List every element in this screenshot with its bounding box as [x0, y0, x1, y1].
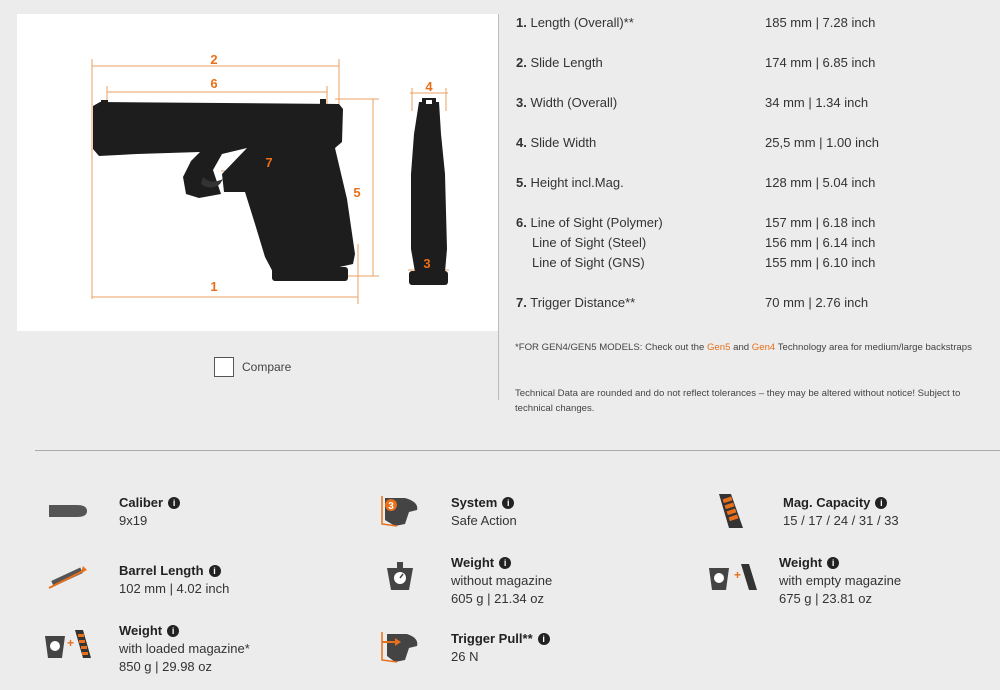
feature-value: Safe Action [451, 513, 517, 528]
trigger-pull-icon [379, 630, 451, 674]
feature-system [379, 494, 517, 538]
spec-sublabel-gns: Line of Sight (GNS) [532, 255, 645, 270]
note-text: Technology area for medium/large backstraps [775, 342, 972, 353]
feature-value: 102 mm | 4.02 inch [119, 581, 230, 596]
svg-text:+: + [734, 568, 742, 582]
spec-number: 1. [516, 15, 527, 30]
info-icon[interactable]: i [827, 557, 839, 569]
bullet-icon [47, 494, 119, 538]
spec-value-steel: 156 mm | 6.14 inch [765, 235, 876, 250]
compare-checkbox-box[interactable] [214, 357, 234, 377]
feature-title: Mag. Capacity [783, 495, 871, 510]
feature-title: Caliber [119, 495, 164, 510]
feature-caliber [47, 494, 180, 538]
spec-number: 6. [516, 215, 527, 230]
spec-sublabel-steel: Line of Sight (Steel) [532, 235, 647, 250]
spec-row-slide-length [516, 53, 996, 93]
dimension-label-2: 2 [210, 52, 218, 67]
disclaimer-note: Technical Data are rounded and do not reflect tolerances – they may be altered without notice! Subject to technical changes. [515, 388, 961, 414]
scale-icon [379, 554, 451, 598]
info-icon[interactable]: i [168, 497, 180, 509]
compare-label: Compare [242, 360, 292, 374]
feature-title: Barrel Length [119, 563, 204, 578]
spec-row-height [516, 173, 996, 213]
technical-specs-list [516, 13, 996, 333]
feature-detail: with empty magazine [779, 573, 902, 588]
feature-title: Trigger Pull** [451, 631, 533, 646]
feature-detail: without magazine [451, 573, 553, 588]
info-icon[interactable]: i [502, 497, 514, 509]
note-text: *FOR GEN4/GEN5 MODELS: Check out the [515, 342, 707, 353]
feature-weight-loaded-mag [43, 622, 250, 676]
spec-number: 7. [516, 295, 527, 310]
feature-weight-no-mag [379, 554, 552, 608]
feature-barrel-length [47, 562, 229, 606]
feature-value: 9x19 [119, 513, 148, 528]
horizontal-divider [35, 450, 1000, 451]
dimension-label-3: 3 [423, 256, 431, 271]
feature-detail: with loaded magazine* [119, 641, 250, 656]
spec-row-trigger-distance [516, 293, 996, 333]
feature-value: 850 g | 29.98 oz [119, 659, 213, 674]
feature-value: 675 g | 23.81 oz [779, 591, 873, 606]
spec-row-width [516, 93, 996, 133]
vertical-divider [498, 14, 499, 400]
barrel-icon [47, 562, 119, 606]
safe-action-icon [379, 494, 451, 538]
feature-trigger-pull [379, 630, 550, 674]
gen5-link[interactable]: Gen5 [706, 342, 731, 353]
pistol-drawing [17, 14, 498, 331]
spec-label: Line of Sight (Polymer) [530, 215, 663, 230]
info-icon[interactable]: i [209, 565, 221, 577]
svg-text:+: + [67, 636, 75, 650]
scale-plus-empty-mag-icon [707, 554, 779, 598]
dimension-label-1: 1 [210, 279, 218, 294]
spec-label: Trigger Distance** [530, 295, 636, 310]
spec-number: 2. [516, 55, 527, 70]
spec-row-slide-width [516, 133, 996, 173]
spec-number: 4. [516, 135, 527, 150]
dimension-label-4: 4 [425, 79, 433, 94]
spec-value-gns: 155 mm | 6.10 inch [765, 255, 876, 270]
dimension-label-7: 7 [265, 155, 273, 170]
spec-label: Length (Overall)** [530, 15, 634, 30]
feature-title: System [451, 495, 498, 510]
spec-row-line-of-sight [516, 213, 996, 293]
spec-value: 185 mm | 7.28 inch [765, 15, 876, 30]
spec-value: 34 mm | 1.34 inch [765, 95, 869, 110]
spec-value: 70 mm | 2.76 inch [765, 295, 869, 310]
dimension-label-6: 6 [210, 76, 218, 91]
spec-value: 174 mm | 6.85 inch [765, 55, 876, 70]
spec-label: Slide Length [530, 55, 603, 70]
svg-text:3: 3 [388, 501, 394, 512]
spec-label: Width (Overall) [530, 95, 618, 110]
spec-value: 25,5 mm | 1.00 inch [765, 135, 879, 150]
feature-value: 15 / 17 / 24 / 31 / 33 [783, 513, 899, 528]
spec-number: 3. [516, 95, 527, 110]
spec-label: Slide Width [530, 135, 597, 150]
feature-mag-capacity [711, 494, 899, 538]
spec-value: 157 mm | 6.18 inch [765, 215, 876, 230]
info-icon[interactable]: i [875, 497, 887, 509]
note-text: and [730, 342, 752, 353]
feature-title: Weight [119, 623, 163, 638]
compare-checkbox[interactable] [214, 357, 291, 377]
spec-label: Height incl.Mag. [530, 175, 624, 190]
spec-row-length [516, 13, 996, 53]
feature-value: 605 g | 21.34 oz [451, 591, 545, 606]
spec-value: 128 mm | 5.04 inch [765, 175, 876, 190]
gen4-link[interactable]: Gen4 [751, 342, 776, 353]
spec-number: 5. [516, 175, 527, 190]
feature-title: Weight [451, 555, 495, 570]
scale-plus-loaded-mag-icon [43, 622, 115, 666]
feature-title: Weight [779, 555, 823, 570]
backstrap-note [515, 340, 990, 355]
info-icon[interactable]: i [167, 625, 179, 637]
dimension-label-5: 5 [353, 185, 361, 200]
feature-weight-empty-mag [707, 554, 901, 608]
info-icon[interactable]: i [538, 633, 550, 645]
info-icon[interactable]: i [499, 557, 511, 569]
feature-value: 26 N [451, 649, 479, 664]
magazine-icon [711, 494, 783, 538]
pistol-dimension-diagram [17, 14, 498, 331]
